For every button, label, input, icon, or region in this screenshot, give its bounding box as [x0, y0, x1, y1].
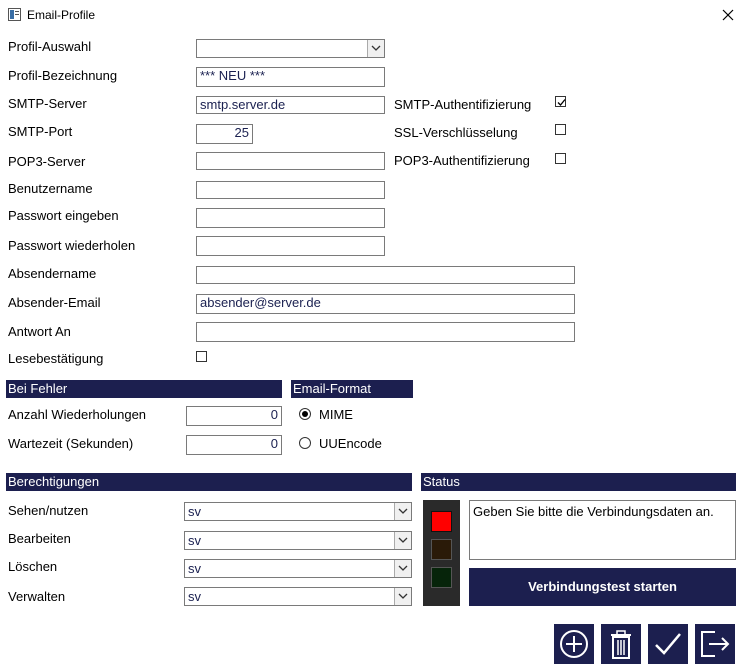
- profil-auswahl-label: Profil-Auswahl: [8, 39, 92, 54]
- profil-auswahl-select[interactable]: [196, 39, 385, 58]
- format-uuencode-label: UUEncode: [319, 436, 382, 451]
- pop3-server-label: POP3-Server: [8, 154, 86, 169]
- benutzername-label: Benutzername: [8, 181, 93, 196]
- status-light-panel: [423, 500, 460, 606]
- close-icon[interactable]: [722, 9, 734, 21]
- add-circle-icon: [554, 624, 594, 664]
- delete-profile-button[interactable]: [601, 624, 641, 664]
- perm-label-verwalten: Verwalten: [8, 589, 66, 604]
- absender-email-input[interactable]: absender@server.de: [196, 294, 575, 314]
- chevron-down-icon[interactable]: [394, 532, 411, 549]
- add-profile-button[interactable]: [554, 624, 594, 664]
- absendername-label: Absendername: [8, 266, 97, 281]
- smtp-server-label: SMTP-Server: [8, 96, 87, 111]
- perm-value: sv: [188, 561, 201, 576]
- format-mime-label: MIME: [319, 407, 353, 422]
- connection-test-button[interactable]: Verbindungstest starten: [469, 568, 736, 606]
- chevron-down-icon[interactable]: [367, 40, 384, 57]
- chevron-down-icon[interactable]: [394, 588, 411, 605]
- format-mime-radio[interactable]: [299, 408, 311, 420]
- perm-label-bearbeiten: Bearbeiten: [8, 531, 71, 546]
- smtp-auth-label: SMTP-Authentifizierung: [394, 97, 532, 112]
- status-message: Geben Sie bitte die Verbindungsdaten an.: [469, 500, 736, 560]
- status-header: Status: [421, 473, 736, 491]
- profil-bezeichnung-label: Profil-Bezeichnung: [8, 68, 118, 83]
- app-icon: [8, 8, 21, 21]
- status-light-amber: [431, 539, 452, 560]
- status-light-green: [431, 567, 452, 588]
- confirm-button[interactable]: [648, 624, 688, 664]
- smtp-server-input[interactable]: smtp.server.de: [196, 96, 385, 114]
- wartezeit-label: Wartezeit (Sekunden): [8, 436, 134, 451]
- wartezeit-input[interactable]: 0: [186, 435, 282, 455]
- exit-icon: [695, 624, 735, 664]
- status-light-red: [431, 511, 452, 532]
- antwort-an-label: Antwort An: [8, 324, 71, 339]
- wiederholungen-input[interactable]: 0: [186, 406, 282, 426]
- smtp-port-label: SMTP-Port: [8, 124, 73, 139]
- pop3-server-input[interactable]: [196, 152, 385, 170]
- passwort-wiederholen-label: Passwort wiederholen: [8, 238, 136, 253]
- absender-email-label: Absender-Email: [8, 295, 101, 310]
- ssl-label: SSL-Verschlüsselung: [394, 125, 518, 140]
- pop3-auth-label: POP3-Authentifizierung: [394, 153, 530, 168]
- perm-value: sv: [188, 533, 201, 548]
- ssl-checkbox[interactable]: [555, 124, 566, 135]
- perm-label-loeschen: Löschen: [8, 559, 58, 574]
- check-icon: [556, 97, 567, 108]
- profil-bezeichnung-input[interactable]: *** NEU ***: [196, 67, 385, 87]
- lesebestaetigung-label: Lesebestätigung: [8, 351, 104, 366]
- perm-select-loeschen[interactable]: [184, 559, 412, 578]
- passwort-input[interactable]: [196, 208, 385, 228]
- antwort-an-input[interactable]: [196, 322, 575, 342]
- lesebestaetigung-checkbox[interactable]: [196, 351, 207, 362]
- berechtigungen-header: Berechtigungen: [6, 473, 412, 491]
- trash-icon: [601, 624, 641, 664]
- chevron-down-icon[interactable]: [394, 560, 411, 577]
- passwort-wiederholen-input[interactable]: [196, 236, 385, 256]
- window-title: Email-Profile: [27, 8, 96, 22]
- format-uuencode-radio[interactable]: [299, 437, 311, 449]
- perm-value: sv: [188, 504, 201, 519]
- exit-button[interactable]: [695, 624, 735, 664]
- bei-fehler-header: Bei Fehler: [6, 380, 282, 398]
- chevron-down-icon[interactable]: [394, 503, 411, 520]
- wiederholungen-label: Anzahl Wiederholungen: [8, 407, 147, 422]
- smtp-auth-checkbox[interactable]: [555, 96, 566, 107]
- pop3-auth-checkbox[interactable]: [555, 153, 566, 164]
- smtp-port-input[interactable]: 25: [196, 124, 253, 144]
- perm-label-sehen: Sehen/nutzen: [8, 503, 89, 518]
- absendername-input[interactable]: [196, 266, 575, 284]
- perm-select-bearbeiten[interactable]: [184, 531, 412, 550]
- email-format-header: Email-Format: [291, 380, 413, 398]
- passwort-label: Passwort eingeben: [8, 208, 119, 223]
- check-icon: [648, 624, 688, 664]
- perm-select-sehen[interactable]: [184, 502, 412, 521]
- perm-value: sv: [188, 589, 201, 604]
- benutzername-input[interactable]: [196, 181, 385, 199]
- perm-select-verwalten[interactable]: [184, 587, 412, 606]
